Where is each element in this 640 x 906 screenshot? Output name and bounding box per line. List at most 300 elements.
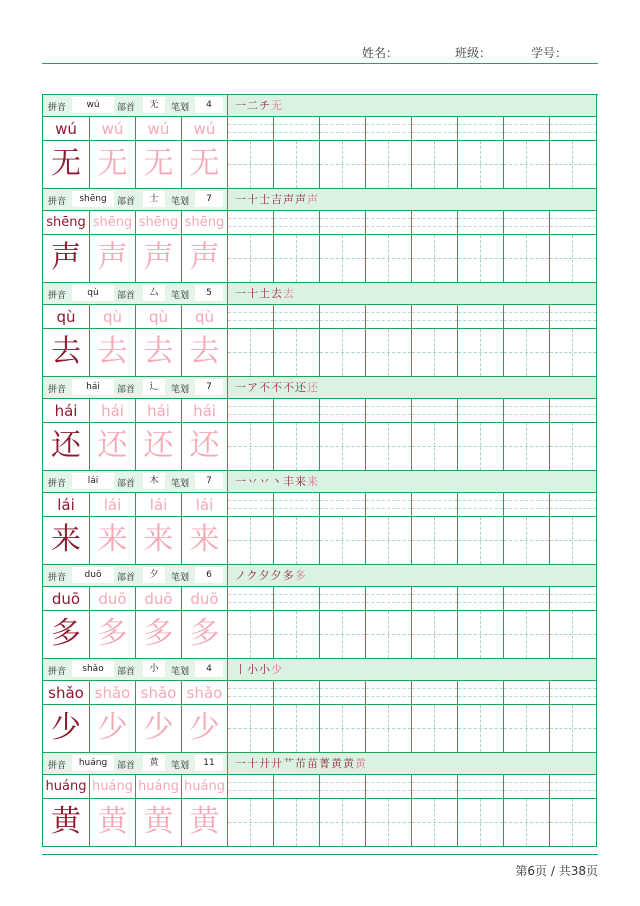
hanzi-practice-cell — [228, 423, 274, 471]
hanzi-model: 声 — [43, 235, 90, 283]
stroke-order-step: ア — [247, 381, 259, 394]
pinyin-practice-cell — [550, 681, 597, 705]
pinyin-value: huáng — [72, 755, 114, 771]
strokes-value: 7 — [195, 379, 223, 395]
hanzi-model: 来 — [43, 517, 90, 565]
stroke-order — [235, 755, 367, 773]
pinyin-practice-cell — [274, 775, 320, 799]
char-block — [43, 565, 597, 659]
pinyin-trace: lái — [90, 493, 136, 517]
stroke-order-step: ノ — [235, 569, 247, 582]
hanzi-practice-cell — [366, 611, 412, 659]
pinyin-trace: shǎo — [182, 681, 228, 705]
stroke-order-step: ク — [246, 569, 259, 582]
info-panel — [43, 753, 228, 774]
pinyin-practice-cell — [550, 305, 597, 329]
pinyin-trace: hái — [136, 399, 182, 423]
hanzi-trace: 还 — [90, 423, 136, 471]
pinyin-practice-cell — [504, 681, 550, 705]
pinyin-practice-cell — [228, 399, 274, 423]
pinyin-practice-cell — [458, 211, 504, 235]
stroke-order-step: 一 — [235, 475, 247, 488]
hanzi-practice-cell — [228, 705, 274, 753]
pinyin-practice-cell — [458, 587, 504, 611]
header-class-label: 班级： — [455, 46, 492, 60]
hanzi-practice-cell — [274, 517, 320, 565]
strokes-value: 11 — [195, 755, 223, 771]
hanzi-practice-cell — [228, 611, 274, 659]
pinyin-trace: huáng — [182, 775, 228, 799]
hanzi-practice-cell — [366, 799, 412, 847]
stroke-order-step: 丷 — [259, 475, 271, 488]
hanzi-practice-cell — [274, 611, 320, 659]
hanzi-practice-cell — [366, 235, 412, 283]
stroke-order-step: 二 — [247, 99, 259, 112]
info-panel — [43, 377, 228, 398]
pinyin-practice-cell — [550, 775, 597, 799]
hanzi-practice-cell — [228, 141, 274, 189]
pinyin-trace: duō — [136, 587, 182, 611]
pinyin-model: shēng — [43, 211, 90, 235]
stroke-order-step: 菁 — [319, 757, 331, 770]
char-block — [43, 189, 597, 283]
hanzi-practice-cell — [228, 799, 274, 847]
hanzi-practice-cell — [366, 423, 412, 471]
hanzi-practice-cell — [366, 329, 412, 377]
hanzi-trace: 去 — [136, 329, 182, 377]
pinyin-practice-cell — [550, 587, 597, 611]
hanzi-practice-cell — [550, 705, 597, 753]
hanzi-trace: 来 — [182, 517, 228, 565]
hanzi-model: 少 — [43, 705, 90, 753]
stroke-order-step: 去 — [283, 287, 295, 300]
hanzi-practice-cell — [550, 329, 597, 377]
pinyin-trace: duō — [90, 587, 136, 611]
pinyin-practice-cell — [412, 681, 458, 705]
strokes-value: 4 — [195, 97, 223, 113]
pinyin-practice-cell — [228, 305, 274, 329]
hanzi-practice-cell — [504, 235, 550, 283]
pinyin-practice-cell — [504, 117, 550, 141]
hanzi-practice-cell — [412, 329, 458, 377]
hanzi-practice-cell — [320, 611, 366, 659]
stroke-order-step: 土 — [259, 287, 271, 300]
pinyin-practice-cell — [274, 493, 320, 517]
hanzi-trace: 黄 — [182, 799, 228, 847]
char-block — [43, 377, 597, 471]
stroke-order-step: 还 — [295, 381, 307, 394]
footer-divider — [42, 854, 598, 855]
pinyin-practice-cell — [458, 117, 504, 141]
hanzi-practice-cell — [504, 705, 550, 753]
hanzi-practice-cell — [504, 141, 550, 189]
hanzi-practice-cell — [550, 611, 597, 659]
pinyin-practice-cell — [366, 399, 412, 423]
stroke-order — [235, 473, 319, 491]
hanzi-practice-cell — [274, 141, 320, 189]
header-name-label: 姓名： — [362, 46, 399, 60]
stroke-order-step: 不 — [259, 381, 271, 394]
hanzi-practice-cell — [458, 235, 504, 283]
pinyin-trace: shǎo — [90, 681, 136, 705]
practice-sheet — [42, 94, 598, 847]
hanzi-row — [43, 141, 597, 189]
hanzi-practice-cell — [504, 517, 550, 565]
info-bar — [43, 753, 597, 775]
hanzi-trace: 多 — [182, 611, 228, 659]
hanzi-trace: 少 — [90, 705, 136, 753]
pinyin-trace: lái — [136, 493, 182, 517]
hanzi-trace: 去 — [182, 329, 228, 377]
stroke-order-step: 多 — [282, 569, 295, 582]
hanzi-row — [43, 799, 597, 847]
pinyin-practice-cell — [504, 399, 550, 423]
hanzi-practice-cell — [320, 517, 366, 565]
stroke-order-step: 士 — [259, 193, 271, 206]
hanzi-practice-cell — [550, 141, 597, 189]
pinyin-model: qù — [43, 305, 90, 329]
info-bar — [43, 189, 597, 211]
hanzi-practice-cell — [458, 517, 504, 565]
pinyin-row — [43, 211, 597, 235]
pinyin-practice-cell — [366, 211, 412, 235]
pinyin-row — [43, 305, 597, 329]
pinyin-trace: qù — [90, 305, 136, 329]
pinyin-practice-cell — [366, 587, 412, 611]
hanzi-practice-cell — [550, 517, 597, 565]
pinyin-practice-cell — [320, 493, 366, 517]
hanzi-row — [43, 611, 597, 659]
pinyin-row — [43, 775, 597, 799]
stroke-order-step: 声 — [307, 193, 319, 206]
info-bar — [43, 283, 597, 305]
stroke-order-step: 还 — [307, 381, 319, 394]
pinyin-value: wú — [72, 97, 114, 113]
strokes-label: 笔划 — [171, 479, 190, 489]
stroke-order-step: 声 — [283, 193, 295, 206]
radical-value: 夕 — [143, 567, 165, 583]
pinyin-practice-cell — [228, 493, 274, 517]
hanzi-practice-cell — [320, 235, 366, 283]
strokes-label: 笔划 — [171, 103, 190, 113]
pinyin-trace: wú — [182, 117, 228, 141]
hanzi-practice-cell — [458, 423, 504, 471]
pinyin-model: huáng — [43, 775, 90, 799]
hanzi-trace: 少 — [136, 705, 182, 753]
stroke-order-step: チ — [259, 99, 271, 112]
hanzi-practice-cell — [320, 141, 366, 189]
strokes-label: 笔划 — [171, 667, 190, 677]
hanzi-practice-cell — [504, 423, 550, 471]
hanzi-trace: 去 — [90, 329, 136, 377]
pinyin-model: shǎo — [43, 681, 90, 705]
pinyin-practice-cell — [412, 587, 458, 611]
pinyin-value: shǎo — [72, 661, 114, 677]
stroke-order-step: 一 — [235, 99, 247, 112]
radical-label: 部首 — [117, 197, 136, 207]
stroke-order-step: 无 — [271, 99, 283, 112]
stroke-order-step: 小 — [247, 663, 259, 676]
pinyin-practice-cell — [320, 305, 366, 329]
hanzi-trace: 多 — [90, 611, 136, 659]
stroke-order — [235, 379, 319, 397]
pinyin-trace: lái — [182, 493, 228, 517]
stroke-order-step: 丷 — [247, 475, 259, 488]
strokes-label: 笔划 — [171, 573, 190, 583]
pinyin-row — [43, 399, 597, 423]
pinyin-trace: huáng — [90, 775, 136, 799]
pinyin-value: duō — [72, 567, 114, 583]
info-bar — [43, 659, 597, 681]
pinyin-practice-cell — [412, 399, 458, 423]
strokes-label: 笔划 — [171, 291, 190, 301]
stroke-order-step: 不 — [283, 381, 295, 394]
hanzi-practice-cell — [412, 235, 458, 283]
pinyin-model: duō — [43, 587, 90, 611]
pinyin-practice-cell — [228, 587, 274, 611]
hanzi-trace: 黄 — [136, 799, 182, 847]
stroke-order-step: 多 — [294, 569, 307, 582]
pinyin-practice-cell — [550, 117, 597, 141]
pinyin-practice-cell — [320, 681, 366, 705]
pinyin-practice-cell — [320, 399, 366, 423]
hanzi-practice-cell — [550, 235, 597, 283]
hanzi-model: 黄 — [43, 799, 90, 847]
hanzi-practice-cell — [504, 329, 550, 377]
hanzi-practice-cell — [412, 705, 458, 753]
hanzi-trace: 无 — [182, 141, 228, 189]
pinyin-value: shēng — [72, 191, 114, 207]
pinyin-trace: shēng — [182, 211, 228, 235]
hanzi-practice-cell — [274, 423, 320, 471]
hanzi-model: 还 — [43, 423, 90, 471]
pinyin-practice-cell — [504, 587, 550, 611]
pinyin-practice-cell — [504, 493, 550, 517]
pinyin-trace: shǎo — [136, 681, 182, 705]
hanzi-practice-cell — [228, 329, 274, 377]
hanzi-practice-cell — [412, 517, 458, 565]
pinyin-practice-cell — [412, 775, 458, 799]
pinyin-practice-cell — [366, 493, 412, 517]
pinyin-practice-cell — [366, 681, 412, 705]
hanzi-trace: 多 — [136, 611, 182, 659]
stroke-order-step: 苗 — [307, 757, 319, 770]
pinyin-practice-cell — [458, 305, 504, 329]
hanzi-trace: 声 — [182, 235, 228, 283]
stroke-order-step: 来 — [307, 475, 319, 488]
pinyin-practice-cell — [274, 399, 320, 423]
char-block — [43, 283, 597, 377]
header-id-label: 学号： — [531, 46, 568, 60]
hanzi-trace: 无 — [90, 141, 136, 189]
stroke-order-step: 去 — [271, 287, 283, 300]
pinyin-practice-cell — [366, 305, 412, 329]
pinyin-practice-cell — [320, 117, 366, 141]
hanzi-practice-cell — [274, 705, 320, 753]
hanzi-practice-cell — [228, 517, 274, 565]
stroke-order — [235, 191, 319, 209]
stroke-order-step: 廾 — [271, 757, 283, 770]
pinyin-practice-cell — [550, 211, 597, 235]
pinyin-practice-cell — [228, 775, 274, 799]
hanzi-practice-cell — [458, 705, 504, 753]
pinyin-label: 拼音 — [48, 479, 67, 489]
pinyin-practice-cell — [228, 117, 274, 141]
stroke-order-step: 黄 — [331, 757, 343, 770]
pinyin-trace: shēng — [136, 211, 182, 235]
pinyin-practice-cell — [504, 775, 550, 799]
info-panel — [43, 565, 228, 586]
pinyin-row — [43, 587, 597, 611]
pinyin-row — [43, 117, 597, 141]
pinyin-trace: huáng — [136, 775, 182, 799]
hanzi-practice-cell — [412, 611, 458, 659]
hanzi-practice-cell — [458, 329, 504, 377]
stroke-order-step: 一 — [235, 193, 247, 206]
hanzi-row — [43, 705, 597, 753]
radical-value: 士 — [143, 191, 165, 207]
radical-label: 部首 — [117, 103, 136, 113]
pinyin-practice-cell — [366, 117, 412, 141]
pinyin-row — [43, 493, 597, 517]
stroke-order-step: 艹 — [283, 757, 295, 770]
hanzi-model: 无 — [43, 141, 90, 189]
pinyin-practice-cell — [320, 211, 366, 235]
stroke-order-step: 黄 — [355, 757, 367, 770]
pinyin-label: 拼音 — [48, 197, 67, 207]
hanzi-model: 去 — [43, 329, 90, 377]
strokes-value: 7 — [195, 191, 223, 207]
radical-value: 厶 — [143, 285, 165, 301]
pinyin-practice-cell — [412, 305, 458, 329]
hanzi-trace: 来 — [90, 517, 136, 565]
pinyin-practice-cell — [320, 775, 366, 799]
strokes-label: 笔划 — [171, 385, 190, 395]
stroke-order-step: 来 — [295, 475, 307, 488]
pinyin-practice-cell — [228, 681, 274, 705]
pinyin-model: hái — [43, 399, 90, 423]
hanzi-practice-cell — [274, 329, 320, 377]
stroke-order — [235, 285, 295, 303]
info-bar — [43, 95, 597, 117]
pinyin-practice-cell — [274, 681, 320, 705]
pinyin-trace: hái — [90, 399, 136, 423]
hanzi-practice-cell — [412, 799, 458, 847]
pinyin-practice-cell — [504, 211, 550, 235]
pinyin-label: 拼音 — [48, 103, 67, 113]
stroke-order — [235, 97, 283, 115]
hanzi-practice-cell — [458, 141, 504, 189]
pinyin-model: lái — [43, 493, 90, 517]
hanzi-practice-cell — [320, 799, 366, 847]
hanzi-practice-cell — [228, 235, 274, 283]
stroke-order-step: 丰 — [283, 475, 295, 488]
strokes-label: 笔划 — [171, 761, 190, 771]
pinyin-trace: hái — [182, 399, 228, 423]
pinyin-label: 拼音 — [48, 761, 67, 771]
pinyin-value: lái — [72, 473, 114, 489]
pinyin-practice-cell — [458, 775, 504, 799]
radical-value: 辶 — [143, 379, 165, 395]
hanzi-trace: 声 — [90, 235, 136, 283]
stroke-order — [235, 661, 283, 679]
info-bar — [43, 471, 597, 493]
pinyin-practice-cell — [458, 399, 504, 423]
radical-value: 木 — [143, 473, 165, 489]
radical-value: 无 — [143, 97, 165, 113]
hanzi-practice-cell — [366, 517, 412, 565]
pinyin-practice-cell — [458, 681, 504, 705]
hanzi-practice-cell — [458, 611, 504, 659]
pinyin-trace: wú — [136, 117, 182, 141]
hanzi-row — [43, 329, 597, 377]
stroke-order-step: 丨 — [235, 663, 247, 676]
pinyin-label: 拼音 — [48, 385, 67, 395]
pinyin-practice-cell — [274, 587, 320, 611]
hanzi-trace: 来 — [136, 517, 182, 565]
radical-label: 部首 — [117, 667, 136, 677]
hanzi-trace: 少 — [182, 705, 228, 753]
char-block — [43, 659, 597, 753]
stroke-order — [235, 567, 307, 585]
hanzi-practice-cell — [320, 705, 366, 753]
pinyin-practice-cell — [228, 211, 274, 235]
stroke-order-step: 声 — [295, 193, 307, 206]
stroke-order-step: 吉 — [271, 193, 283, 206]
hanzi-practice-cell — [320, 329, 366, 377]
pinyin-practice-cell — [412, 493, 458, 517]
stroke-order-step: 一 — [235, 287, 247, 300]
page-number: 第6页 / 共38页 — [515, 864, 598, 878]
pinyin-value: qù — [72, 285, 114, 301]
pinyin-trace: qù — [136, 305, 182, 329]
stroke-order-step: 小 — [259, 663, 271, 676]
pinyin-row — [43, 681, 597, 705]
stroke-order-step: 夕 — [270, 569, 283, 582]
radical-label: 部首 — [117, 291, 136, 301]
stroke-order-step: 芇 — [295, 757, 307, 770]
info-panel — [43, 189, 228, 210]
pinyin-trace: qù — [182, 305, 228, 329]
hanzi-practice-cell — [412, 141, 458, 189]
info-bar — [43, 565, 597, 587]
hanzi-practice-cell — [274, 799, 320, 847]
hanzi-practice-cell — [412, 423, 458, 471]
hanzi-trace: 黄 — [90, 799, 136, 847]
pinyin-label: 拼音 — [48, 573, 67, 583]
hanzi-row — [43, 517, 597, 565]
pinyin-label: 拼音 — [48, 291, 67, 301]
char-block — [43, 471, 597, 565]
stroke-order-step: 不 — [271, 381, 283, 394]
char-block — [43, 753, 597, 847]
hanzi-practice-cell — [504, 799, 550, 847]
strokes-value: 6 — [195, 567, 223, 583]
stroke-order-step: 十 — [247, 193, 259, 206]
info-bar — [43, 377, 597, 399]
stroke-order-step: 一 — [235, 757, 247, 770]
pinyin-practice-cell — [320, 587, 366, 611]
hanzi-model: 多 — [43, 611, 90, 659]
radical-label: 部首 — [117, 573, 136, 583]
hanzi-practice-cell — [504, 611, 550, 659]
stroke-order-step: 十 — [247, 757, 259, 770]
hanzi-practice-cell — [550, 423, 597, 471]
info-panel — [43, 283, 228, 304]
hanzi-practice-cell — [550, 799, 597, 847]
pinyin-practice-cell — [366, 775, 412, 799]
pinyin-practice-cell — [550, 493, 597, 517]
